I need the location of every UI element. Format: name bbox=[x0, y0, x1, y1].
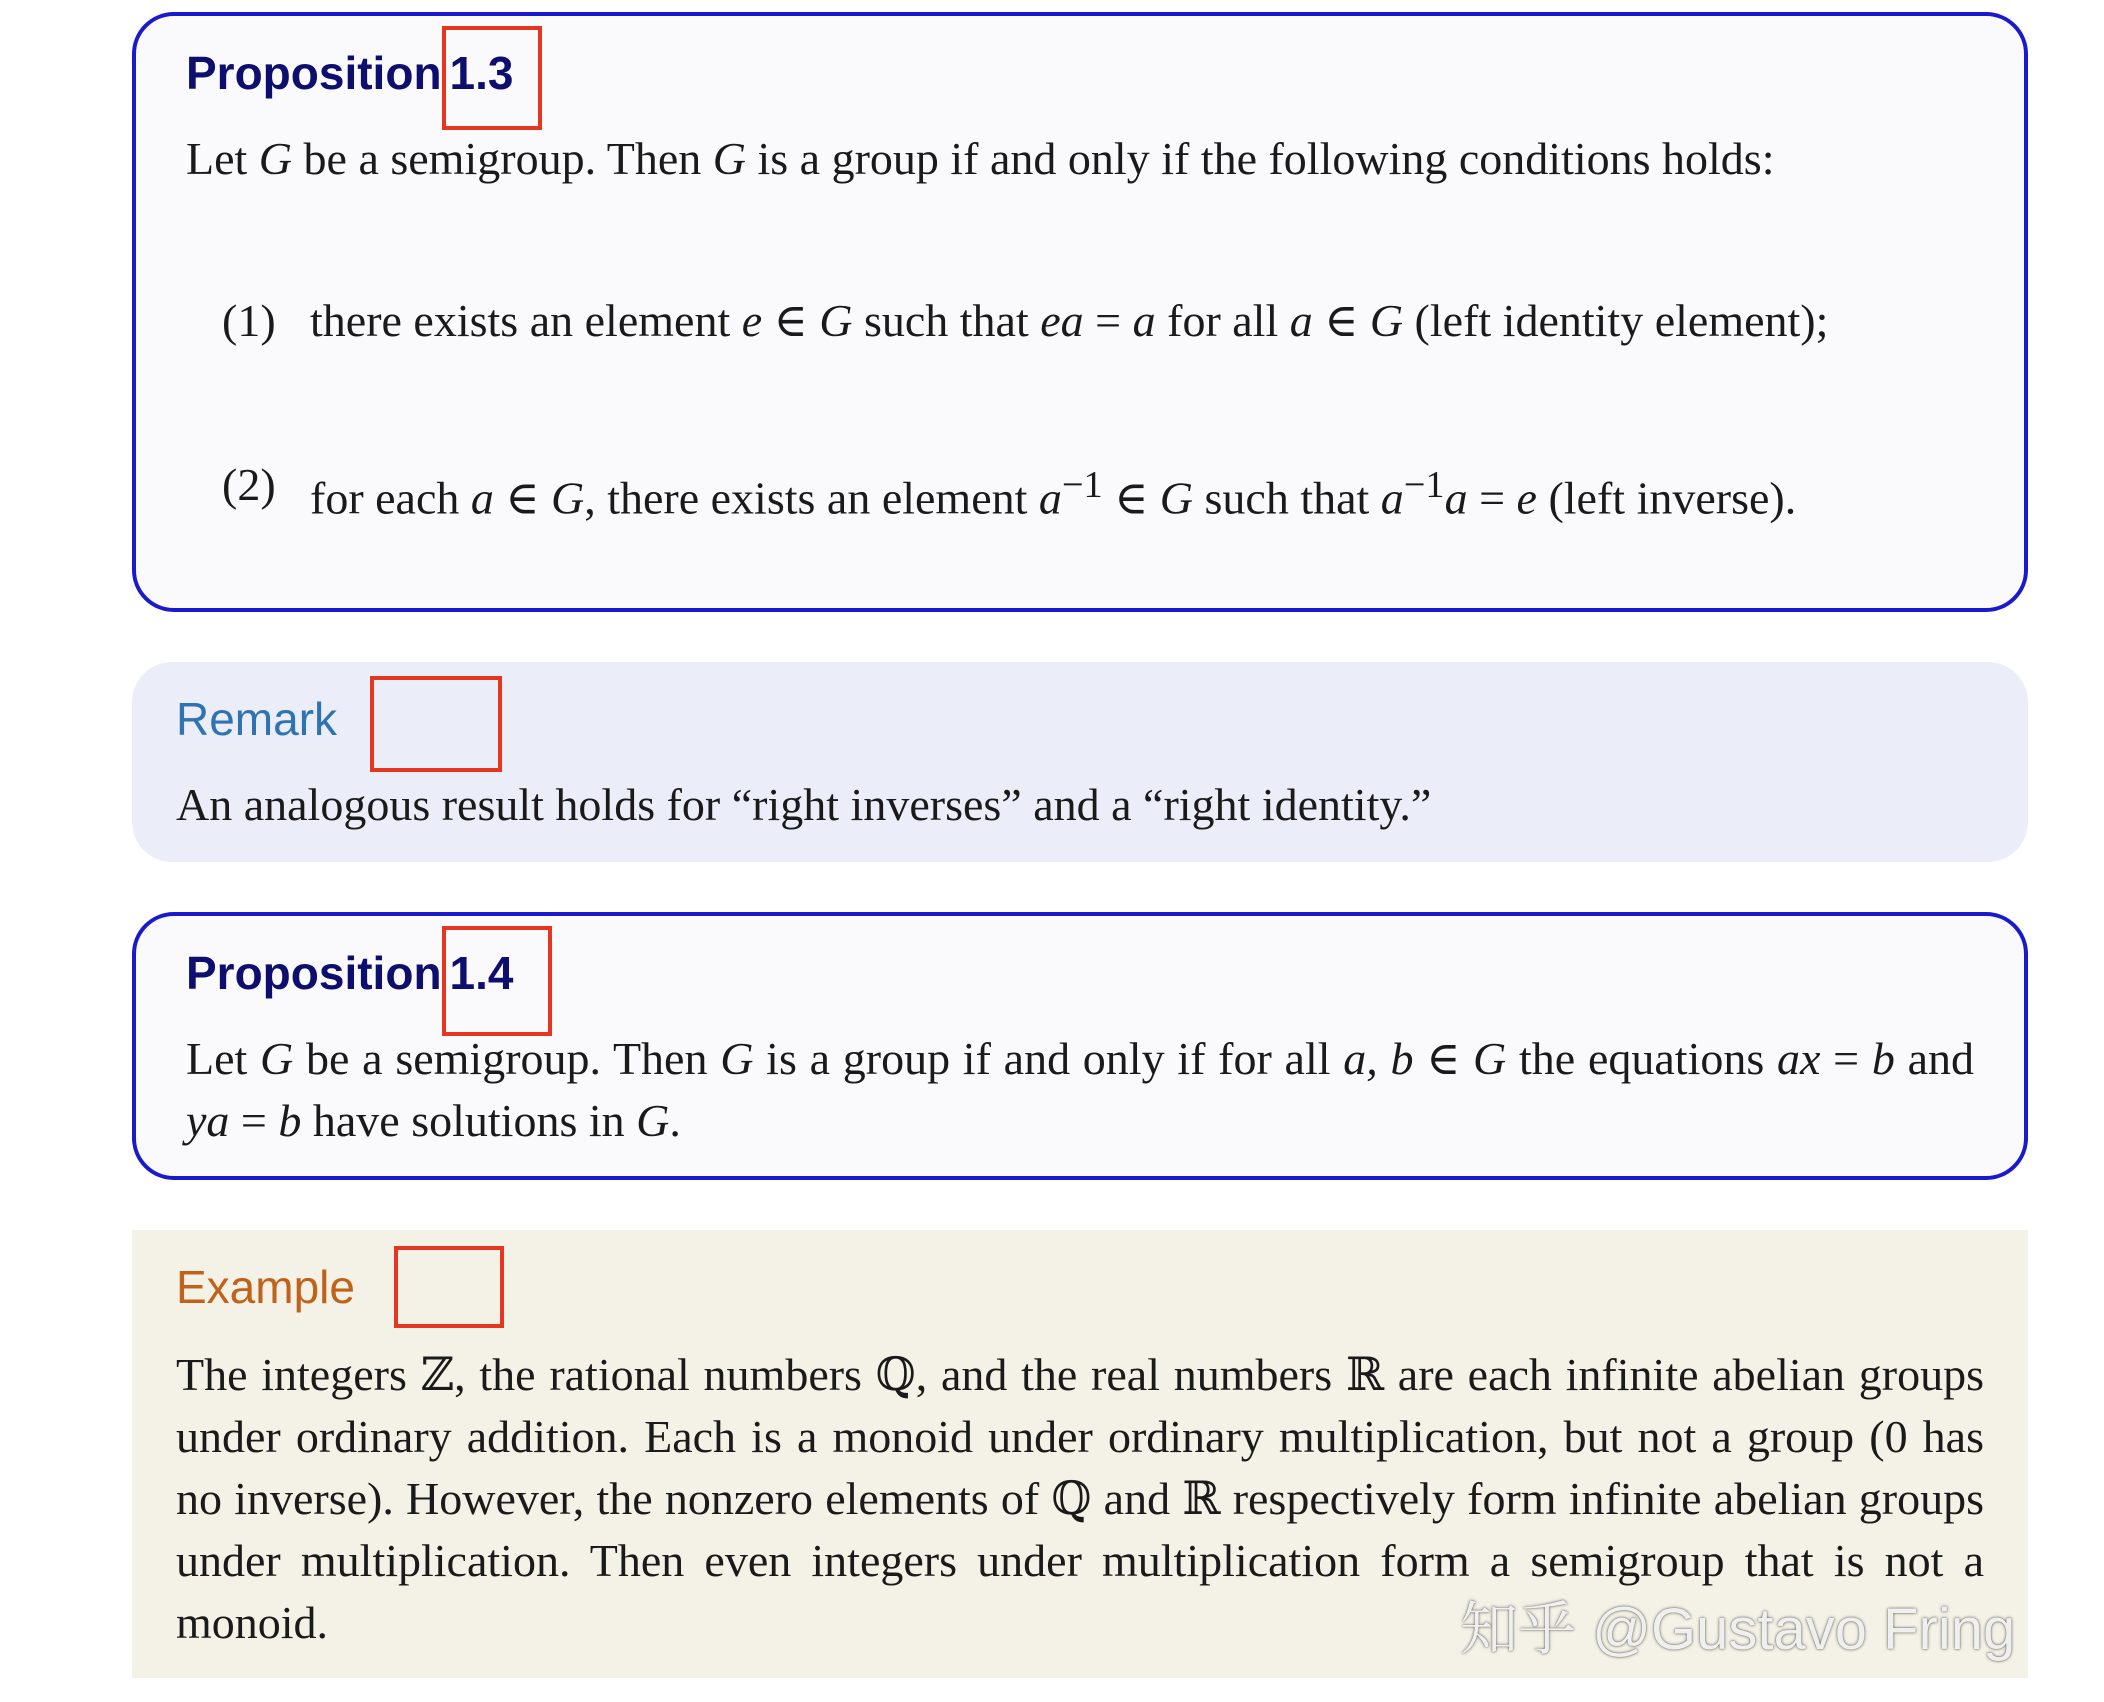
condition-item-2 bbox=[222, 454, 1974, 529]
condition-text: for each a ∈ G, there exists an element $a^{-1}$ ∈ G such that $a^{-1}a = e$ (left inverse). bbox=[310, 464, 1797, 524]
item-label: (2) bbox=[222, 459, 276, 510]
remark-number-highlight-box bbox=[370, 676, 502, 772]
remark-text: An analogous result holds for “right inverses” and a “right identity.” bbox=[176, 779, 1432, 830]
proposition-number: 1.3 bbox=[449, 47, 514, 99]
example-text: The integers ℤ, the rational numbers ℚ, and the real numbers ℝ are each infinite abelian groups under ordinary addition. Each is a monoid under ordinary multiplication, but not a group (0 has no inverse). However, the nonzero elements of ℚ and ℝ respectively form infinite abelian groups under multiplication. Then even integers under multiplication form a semigroup that is not a monoid. bbox=[176, 1349, 1984, 1648]
proposition-1-4-box bbox=[132, 912, 2028, 1180]
example-heading: Example bbox=[176, 1261, 355, 1313]
item-label: (1) bbox=[222, 295, 276, 346]
remark-box bbox=[132, 662, 2028, 862]
condition-text: there exists an element e ∈ G such that ea = a for all a ∈ G (left identity element); bbox=[310, 295, 1829, 346]
proposition-1-3-box bbox=[132, 12, 2028, 612]
proposition-number: 1.4 bbox=[449, 947, 514, 999]
example-number-highlight-box bbox=[394, 1246, 504, 1328]
number-highlight-box bbox=[442, 926, 552, 1036]
remark-heading: Remark bbox=[176, 693, 338, 745]
condition-item-1 bbox=[222, 290, 1974, 352]
proposition-label: Proposition bbox=[186, 947, 442, 999]
proposition-statement: Let G be a semigroup. Then G is a group if and only if the following conditions holds: bbox=[186, 133, 1775, 184]
number-highlight-box bbox=[442, 26, 542, 130]
proposition-statement: Let G be a semigroup. Then G is a group if and only if for all a, b ∈ G the equations ax = b and ya = b have solutions in G. bbox=[186, 1033, 1975, 1146]
proposition-label: Proposition bbox=[186, 47, 442, 99]
watermark: 知乎 @Gustavo Fring bbox=[1460, 1597, 2016, 1662]
